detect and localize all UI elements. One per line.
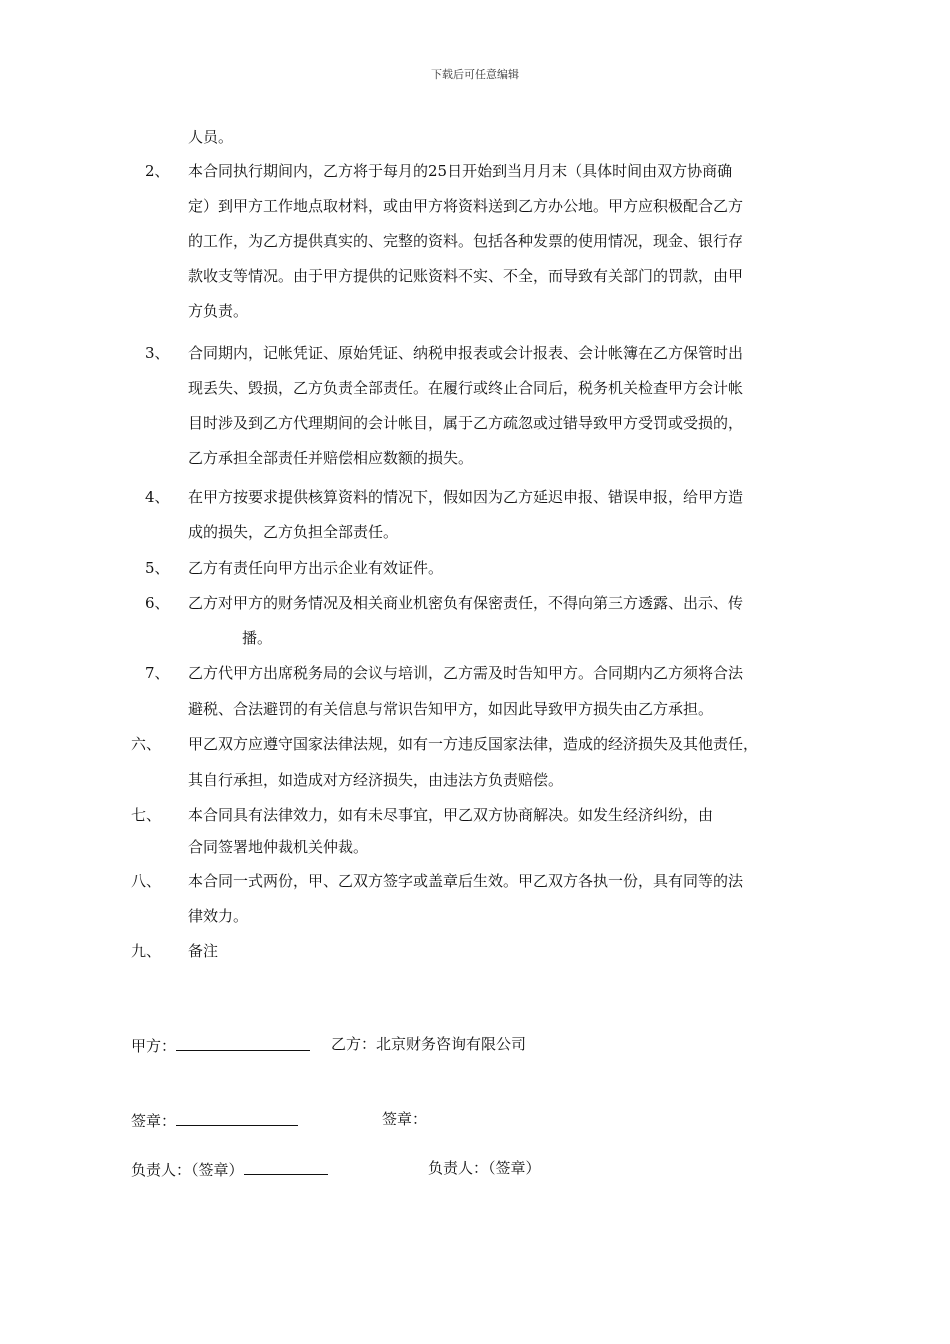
seal-a-blank — [176, 1109, 298, 1126]
party-a-field — [131, 1034, 310, 1056]
party-b-label: 乙方：北京财务咨询有限公司 — [331, 1035, 527, 1053]
seal-b-label: 签章： — [382, 1110, 428, 1128]
section-number: 七、 — [131, 806, 162, 824]
item-number: 5、 — [145, 559, 170, 577]
section-number: 八、 — [131, 872, 162, 890]
text-line: 律效力。 — [188, 907, 249, 925]
text-line: 备注 — [188, 942, 219, 960]
text-line: 乙方有责任向甲方出示企业有效证件。 — [188, 559, 444, 577]
page-header: 下载后可任意编辑 — [431, 68, 519, 81]
text-line: 乙方对甲方的财务情况及相关商业机密负有保密责任，不得向第三方透露、出示、传 — [188, 594, 744, 612]
party-a-label: 甲方： — [131, 1037, 177, 1055]
seal-a-field — [131, 1109, 298, 1131]
text-line: 本合同执行期间内，乙方将于每月的25日开始到当月月末（具体时间由双方协商确 — [188, 162, 733, 180]
item-number: 7、 — [145, 664, 170, 682]
item-number: 6、 — [145, 594, 170, 612]
text-line: 目时涉及到乙方代理期间的会计帐目，属于乙方疏忽或过错导致甲方受罚或受损的， — [188, 414, 744, 432]
resp-a-field — [131, 1158, 328, 1180]
seal-a-label: 签章： — [131, 1112, 177, 1130]
text-line: 人员。 — [188, 128, 234, 146]
text-line: 其自行承担，如造成对方经济损失，由违法方负责赔偿。 — [188, 771, 564, 789]
text-line: 现丢失、毁损，乙方负责全部责任。在履行或终止合同后，税务机关检查甲方会计帐 — [188, 379, 744, 397]
text-line: 本合同一式两份，甲、乙双方签字或盖章后生效。甲乙双方各执一份，具有同等的法 — [188, 872, 744, 890]
text-line: 乙方承担全部责任并赔偿相应数额的损失。 — [188, 449, 474, 467]
text-line: 在甲方按要求提供核算资料的情况下，假如因为乙方延迟申报、错误申报，给甲方造 — [188, 488, 744, 506]
item-number: 2、 — [145, 162, 170, 180]
item-number: 3、 — [145, 344, 170, 362]
text-line: 乙方代甲方出席税务局的会议与培训，乙方需及时告知甲方。合同期内乙方须将合法 — [188, 664, 744, 682]
text-line: 定）到甲方工作地点取材料，或由甲方将资料送到乙方办公地。甲方应积极配合乙方 — [188, 197, 744, 215]
text-line: 播。 — [242, 629, 273, 647]
text-line: 避税、合法避罚的有关信息与常识告知甲方，如因此导致甲方损失由乙方承担。 — [188, 700, 714, 718]
text-line: 甲乙双方应遵守国家法律法规，如有一方违反国家法律，造成的经济损失及其他责任， — [188, 735, 759, 753]
text-line: 款收支等情况。由于甲方提供的记账资料不实、不全，而导致有关部门的罚款，由甲 — [188, 267, 744, 285]
text-line: 合同签署地仲裁机关仲裁。 — [188, 838, 369, 856]
resp-a-label: 负责人：（签章） — [131, 1161, 244, 1179]
text-line: 成的损失，乙方负担全部责任。 — [188, 523, 399, 541]
text-line: 合同期内，记帐凭证、原始凭证、纳税申报表或会计报表、会计帐簿在乙方保管时出 — [188, 344, 744, 362]
text-line: 方负责。 — [188, 302, 249, 320]
section-number: 六、 — [131, 735, 162, 753]
item-number: 4、 — [145, 488, 170, 506]
resp-a-blank — [244, 1158, 328, 1175]
text-line: 本合同具有法律效力，如有未尽事宜，甲乙双方协商解决。如发生经济纠纷，由 — [188, 806, 714, 824]
section-number: 九、 — [131, 942, 162, 960]
party-a-blank — [176, 1034, 310, 1051]
text-line: 的工作，为乙方提供真实的、完整的资料。包括各种发票的使用情况，现金、银行存 — [188, 232, 744, 250]
resp-b-label: 负责人：（签章） — [428, 1159, 541, 1177]
